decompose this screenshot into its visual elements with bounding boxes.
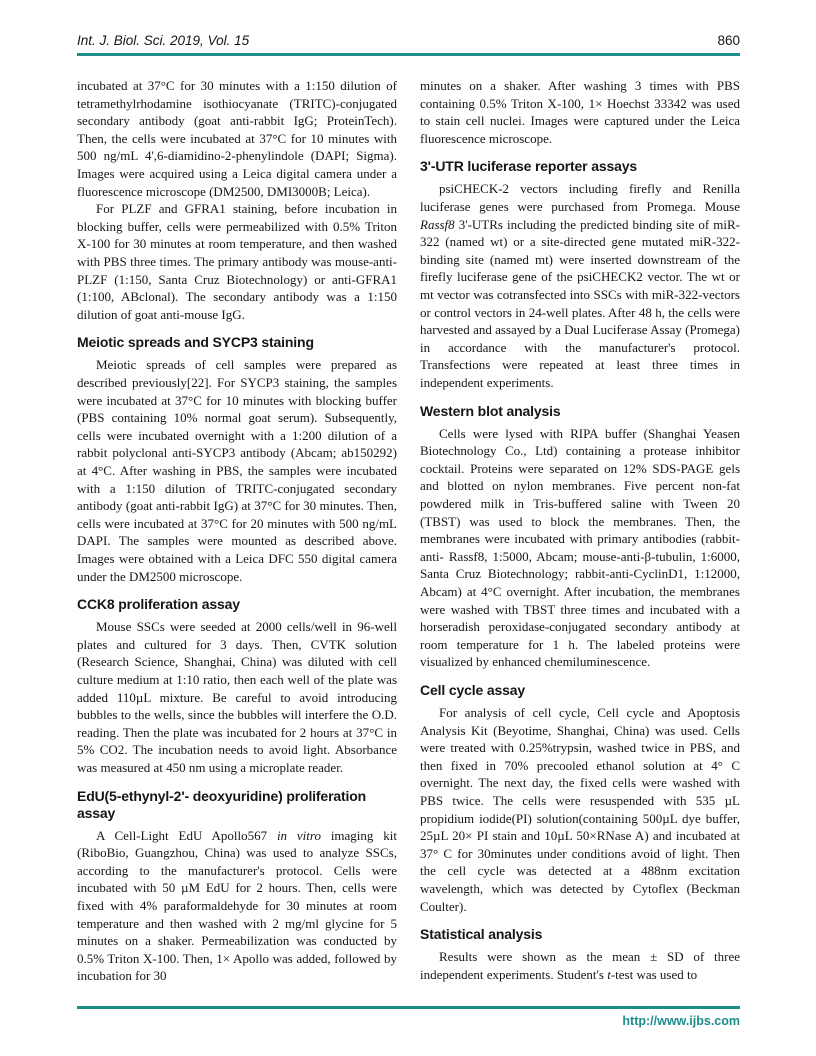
body-text: A Cell-Light EdU Apollo567 bbox=[96, 827, 277, 843]
body-text: Meiotic spreads of cell samples were prepared as described previously[22]. For SYCP3 staining, the samples were incubated at 37°C for 10 minutes with blocking buffer (PBS containing 10% normal goat serum). Subsequently, cells were incubated overnight with a 1:200 dilution of a rabbit polyclonal anti-SYCP3 antibody (Abcam; ab150292) at 4°C. After washing in PBS, the samples were incubated with a 1:150 dilution of TRITC-conjugated secondary antibody (goat anti-rabbit IgG) at 37°C for 30 minutes. Then, cells were incubated at 37°C for 20 minutes with 500 ng/mL DAPI. The samples were mounted as described above. Images were obtained with a Leica DFC 550 digital camera under the DM2500 microscope. bbox=[77, 357, 397, 584]
section-heading: Meiotic spreads and SYCP3 staining bbox=[77, 334, 314, 351]
body-paragraph bbox=[420, 77, 740, 147]
page-number: 860 bbox=[717, 33, 740, 48]
section-heading: 3'-UTR luciferase reporter assays bbox=[420, 158, 638, 175]
body-text: 3'-UTRs including the predicted binding site of miR-322 (named wt) or a site-directed gene mutated miR-322-binding site (named mt) were inserted downstream of the firefly luciferase gene of the psiCHECK2 vector. The wt or mt vector was cotransfected into SSCs with miR-322-vectors or control vectors in 24-well plates. After 48 h, the cells were harvested and assayed by a Dual Luciferase Assay (Promega) in accordance with the manufacturer's protocol. Transfections were repeated at least three times in independent experiments. bbox=[420, 216, 740, 390]
body-text: For analysis of cell cycle, Cell cycle and Apoptosis Analysis Kit (Beyotime, Shanghai, China) was used. Cells were treated with 0.25%trypsin, washed twice in PBS, and then fixed in 70% precooled ethanol solution at 4° C overnight. The next day, the fixed cells were washed with PBS twice. The cells were resuspended with 535 µL propidium iodide(PI) solution(containing 500µL dye buffer, 25µL 20× PI stain and 10µL 50×RNase A) and incubated at 37° C for 30minutes under conditions avoid of light. Then the cell cycle was detected at a 488nm excitation wavelength, which was detected by Cytoflex (Beckman Coulter). bbox=[420, 705, 740, 914]
body-paragraph bbox=[420, 704, 740, 915]
body-paragraph bbox=[420, 948, 740, 983]
column-right bbox=[420, 77, 740, 985]
body-text: incubated at 37°C for 30 minutes with a 1:150 dilution of tetramethylrhodamine isothiocyanate (TRITC)-conjugated secondary antibody (goat anti-rabbit IgG; ProteinTech). Then, the cells were incubated at 37°C for 10 minutes with 500 ng/mL 4',6-diamidino-2-phenylindole (DAPI; Sigma). Images were acquired using a Leica digital camera under a fluorescence microscope (DM2500, DMI3000B; Leica). bbox=[77, 78, 397, 199]
italic-text: t bbox=[607, 966, 611, 982]
column-left bbox=[77, 77, 397, 985]
body-text: Results were shown as the mean ± SD of three independent experiments. Student's bbox=[420, 949, 740, 982]
body-text: minutes on a shaker. After washing 3 times with PBS containing 0.5% Triton X-100, 1× Hoechst 33342 was used to stain cell nuclei. Images were captured under the Leica fluorescence microscope. bbox=[420, 78, 740, 146]
body-paragraph bbox=[77, 356, 397, 585]
body-text: -test was used to bbox=[610, 966, 698, 982]
section-heading: CCK8 proliferation assay bbox=[77, 596, 240, 613]
section-heading: Cell cycle assay bbox=[420, 681, 526, 698]
body-text: Cells were lysed with RIPA buffer (Shanghai Yeasen Biotechnology Co., Ltd) containing a protease inhibitor cocktail. Proteins were separated on 12% SDS-PAGE gels and blotted on nylon membranes. Five percent non-fat powdered milk in Tris-buffered saline with Tween 20 (TBST) was used to block the membranes. Then, the membranes were incubated with primary antibodies (rabbit-anti- Rassf8, 1:5000, Abcam; mouse-anti-β-tubulin, 1:6000, Santa Cruz Biotechnology; rabbit-anti-CyclinD1, 1:12000, Abcam) at 4°C overnight. After incubation, the membranes were washed with TBST three times and incubated with a horseradish peroxidase-conjugated secondary antibody at room temperature for 1 h. The labeled proteins were visualized by enhanced chemiluminescence. bbox=[420, 425, 740, 670]
body-text: psiCHECK-2 vectors including firefly and Renilla luciferase genes were purchased from Promega. Mouse bbox=[420, 181, 740, 215]
body-text: Mouse SSCs were seeded at 2000 cells/well in 96-well plates and cultured for 3 days. Then, CVTK solution (Research Science, Shanghai, China) was diluted with cell culture medium at 1:10 ratio, then each well of the plate was added 110µL mixture. Be careful to avoid introducing bubbles to the wells, since the bubbles will interfere the O.D. reading. Then the plate was incubated for 2 hours at 37°C in 5% CO2. The incubation needs to avoid light. Absorbance was measured at 450 nm using a microplate reader. bbox=[77, 619, 397, 775]
page-header bbox=[77, 33, 740, 56]
footer-rule bbox=[77, 1006, 740, 1009]
body-text: For PLZF and GFRA1 staining, before incubation in blocking buffer, cells were permeabilized with 0.5% Triton X-100 for 30 minutes at room temperature, and then washed with PBS three times. The primary antibody was mouse-anti-PLZF (1:150, Santa Cruz Biotechnology) or anti-GFRA1 (1:100, ABclonal). The secondary antibody was a 1:150 dilution of goat anti-mouse IgG. bbox=[77, 201, 397, 322]
journal-url-link[interactable]: http://www.ijbs.com bbox=[622, 1014, 740, 1028]
two-column-content bbox=[77, 77, 740, 985]
body-paragraph bbox=[77, 618, 397, 776]
body-text: imaging kit (RiboBio, Guangzhou, China) was used to analyze SSCs, according to the manufacturer's protocol. Cells were incubated with 50 µM EdU for 2 hours. Then, cells were fixed with 4% paraformaldehyde for 30 minutes at room temperature and then washed with 2 mg/ml glycine for 5 minutes on a shaker. Permeabilization was conducted by 0.5% Triton X-100. Then, 1× Apollo was added, followed by incubation for 30 bbox=[77, 827, 397, 984]
body-paragraph bbox=[420, 180, 740, 391]
body-paragraph bbox=[77, 200, 397, 323]
body-paragraph bbox=[420, 425, 740, 671]
italic-text: in vitro bbox=[276, 827, 321, 843]
italic-text: Rassf8 bbox=[420, 216, 455, 232]
journal-title: Int. J. Biol. Sci. 2019, Vol. 15 bbox=[77, 33, 250, 48]
body-paragraph bbox=[77, 77, 397, 200]
section-heading: EdU(5-ethynyl-2'- deoxyuridine) proliferation assay bbox=[77, 787, 367, 821]
section-heading: Statistical analysis bbox=[420, 926, 543, 943]
section-heading: Western blot analysis bbox=[420, 402, 561, 419]
body-paragraph bbox=[77, 827, 397, 985]
